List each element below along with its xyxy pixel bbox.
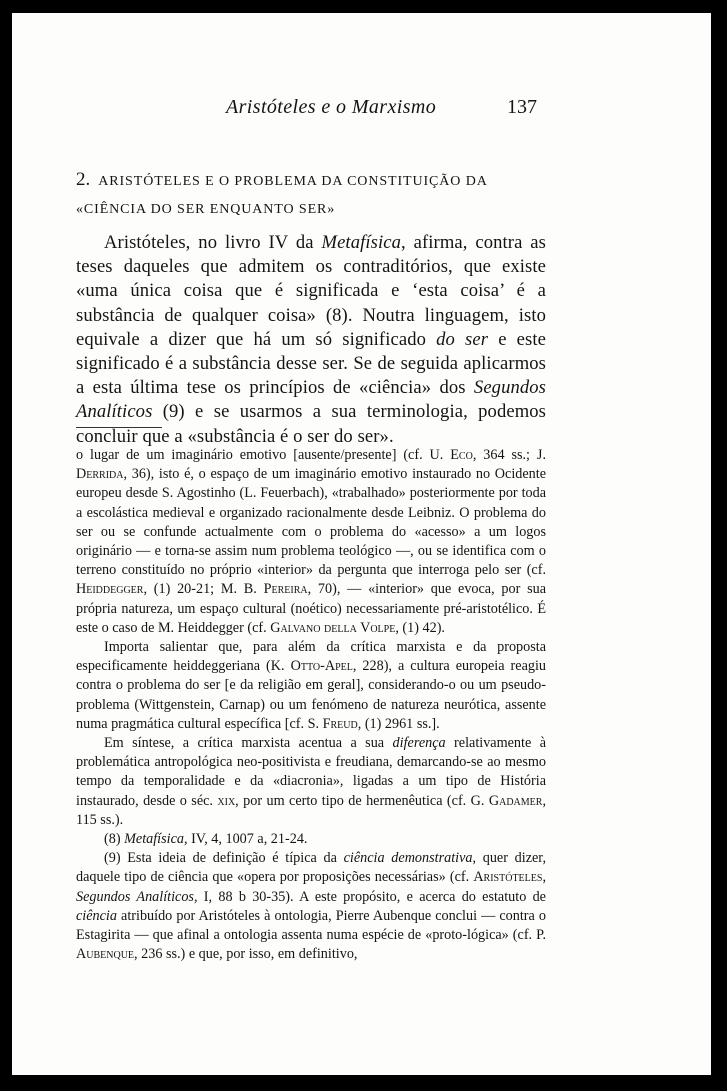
text-run: (8) [104, 831, 125, 848]
text-run: , quer dizer, daquele tipo de ciência que «opera por proposições necessárias» (cf. [76, 850, 546, 886]
footnote-separator [76, 427, 162, 428]
italic-phrase: ciência [76, 907, 117, 924]
text-run: , 228), a cultura europeia reagiu contra o problema do ser [e da religião em geral], considerando-o ou um pseudo-problema (Wittgenstein, Carnap) ou um fenómeno de natureza neurótica, assente numa pragmática cultural específica [cf. S. [76, 658, 547, 732]
author-name: Heiddegger [76, 581, 144, 598]
author-name: Derrida [76, 466, 124, 483]
footnote-continuation [76, 446, 546, 638]
text-run: (9) e se usarmos a sua terminologia, podemos concluir que a «substância é o ser do ser». [76, 401, 546, 447]
footnotes [76, 446, 546, 964]
footnote-9 [76, 849, 546, 964]
text-run: , 236 ss.) e que, por isso, em definitivo, [134, 946, 358, 963]
italic-title: Segundos Analíticos [76, 377, 546, 423]
text-run: Aristóteles, no livro IV da [104, 232, 322, 253]
text-run: , (1) 42). [395, 619, 445, 636]
page-number: 137 [507, 96, 537, 118]
text-run: , 115 ss.). [76, 792, 546, 828]
text-run: , por um certo tipo de hermenêutica (cf. G. [235, 792, 489, 809]
author-name: Galvano della Volpe [270, 619, 396, 636]
text-run: , (1) 20-21; M. B. [143, 581, 264, 598]
text-run: , 364 ss.; J. [472, 447, 546, 463]
text-run: o lugar de um imaginário emotivo [ausente/presente] (cf. U. [76, 447, 451, 463]
italic-phrase: do ser [436, 328, 489, 350]
italic-phrase: ciência demonstrativa [343, 850, 473, 867]
text-run: , afirma, contra as teses daqueles que admitem os contraditórios, que existe «uma única coisa que é significada e ‘esta coisa’ é a substância de qualquer coisa» (8). Noutra linguagem, isto equivale a dizer que há um só significado [76, 232, 547, 350]
main-paragraph [76, 231, 546, 449]
text-run: , I, 88 b 30-35). A este propósito, e acerca do estatuto de [193, 888, 546, 905]
text-run: , [542, 869, 546, 886]
text-run: (9) Esta ideia de definição é típica da [104, 850, 344, 867]
author-name: Aubenque [76, 946, 135, 963]
author-name: Pereira [263, 581, 308, 598]
text-run: relativamente à problemática antropológica neo-positivista e freudiana, demarcando-se ao mesmo tempo da temporalidade e da «diacronia», ligadas a um tipo de História instaurado, desde o séc. [76, 735, 546, 809]
text-run: e este significado é a substância desse ser. Se de seguida aplicarmos a esta última tese os princípios de «ciência» dos [76, 328, 546, 399]
author-name: Gadamer [488, 792, 543, 809]
text-run: atribuído por Aristóteles à ontologia, Pierre Aubenque conclui — contra o Estagirita — que afinal a ontologia assenta numa espécie de «proto-lógica» (cf. P. [76, 907, 546, 944]
footnote-8 [76, 830, 546, 849]
text-run: , 70), — «interior» que evoca, por sua própria natureza, um espaço cultural (noético) necessariamente pré-aristotélico. É este o caso de M. Heiddegger (cf. [76, 581, 546, 636]
section-title: ARISTÓTELES E O PROBLEMA DA CONSTITUIÇÃO DA «CIÊNCIA DO SER ENQUANTO SER» [76, 174, 487, 217]
author-name: Aristóteles [473, 869, 543, 886]
section-number: 2. [76, 169, 91, 190]
text-run: , (1) 2961 ss.]. [357, 715, 440, 732]
italic-title: Segundos Analíticos [76, 888, 194, 905]
text-run: Importa salientar que, para além da crítica marxista e da proposta especificamente heiddeggeriana (K. [76, 639, 546, 675]
section-heading [76, 166, 556, 224]
author-name: Freud [322, 715, 358, 732]
italic-phrase: diferença [392, 735, 446, 752]
italic-title: Metafísica [124, 831, 184, 848]
text-run: , IV, 4, 1007 a, 21-24. [183, 831, 308, 848]
author-name: Otto-Apel [290, 658, 353, 675]
author-name: Eco [450, 447, 473, 463]
text-run: Em síntese, a crítica marxista acentua a sua [104, 735, 393, 752]
italic-title: Metafísica [321, 232, 401, 253]
century-numeral: xix [217, 792, 236, 809]
footnote-paragraph [76, 734, 546, 830]
text-run: , 36), isto é, o espaço de um imaginário emotivo instaurado no Ocidente europeu desde S. Agostinho (L. Feuerbach), «trabalhado» posteriormente por toda a escolástica medieval e organizado racionalmente desde Leibniz. O problema do ser ou se confunde actualmente com o problema do «acesso» a um logos originário — e torna-se assim num problema teológico —, ou se identifica com o terreno constituído no próprio «interior» da pergunta que interroga pelo ser (cf. [76, 466, 546, 579]
running-title: Aristóteles e o Marxismo [226, 96, 437, 118]
footnote-paragraph [76, 638, 546, 734]
